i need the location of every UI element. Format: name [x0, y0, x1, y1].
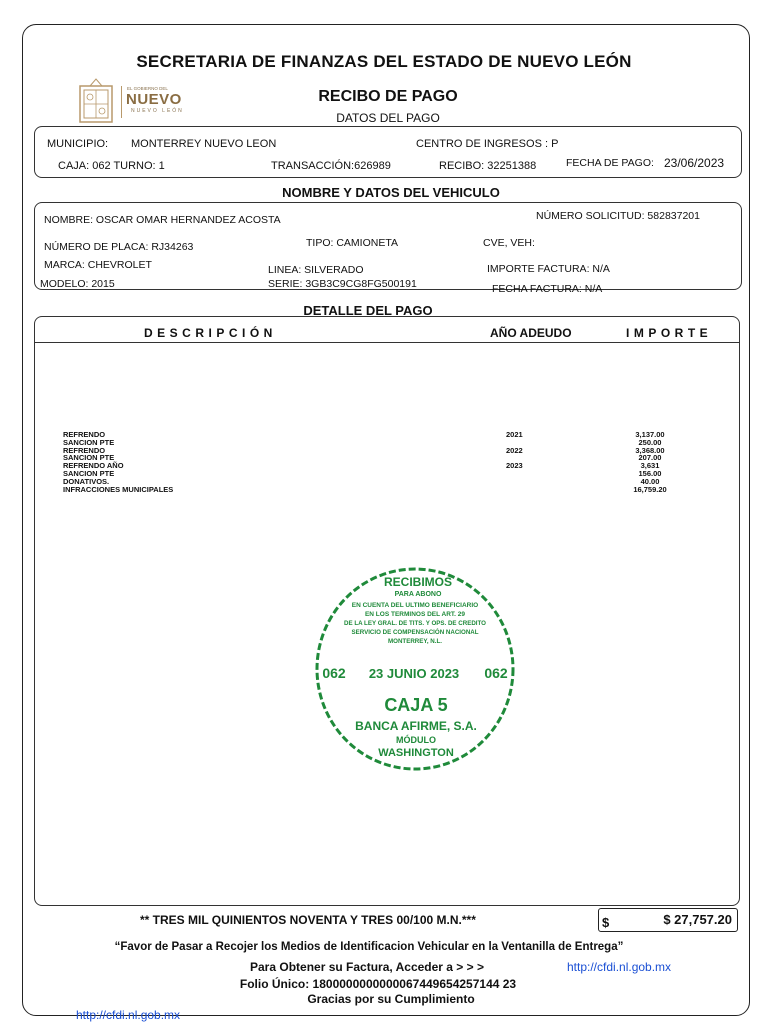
stamp-text: 062 — [322, 665, 346, 681]
stamp-text: CAJA 5 — [384, 695, 448, 715]
stamp-text: PARA ABONO — [394, 591, 442, 598]
vehicle-key: CVE, VEH: — [483, 237, 535, 249]
total-in-words: ** TRES MIL QUINIENTOS NOVENTA Y TRES 00/100 M.N.*** — [140, 913, 476, 927]
payment-section-title: DATOS DEL PAGO — [336, 111, 440, 125]
detail-years — [506, 431, 523, 470]
solicitud-number: NÚMERO SOLICITUD: 582837201 — [536, 210, 700, 222]
receipt-title: RECIBO DE PAGO — [318, 88, 458, 105]
row-year: 2021 — [506, 430, 523, 439]
row-amount: 40.00 — [640, 476, 660, 486]
stamp-text: SERVICIO DE COMPENSACIÓN NACIONAL — [351, 629, 479, 636]
folio-unico: Folio Único: 1800000000000067449654257144 23 — [239, 977, 517, 991]
stamp-text: MÓDULO — [396, 735, 436, 745]
municipio-value: MONTERREY NUEVO LEON — [131, 138, 277, 150]
row-desc: SANCION PTE — [63, 437, 115, 447]
invoice-date: FECHA FACTURA: N/A — [492, 283, 603, 295]
row-desc: REFRENDO AÑO — [63, 461, 124, 471]
row-desc: DONATIVOS. — [63, 476, 110, 486]
detail-section-title: DETALLE DEL PAGO — [303, 303, 433, 318]
row-desc: REFRENDO — [63, 445, 106, 455]
logo-main-text: NUEVO — [126, 91, 182, 108]
invoice-instructions: Para Obtener su Factura, Acceder a > > > — [250, 960, 484, 974]
stamp-text: BANCA AFIRME, S.A. — [355, 719, 477, 733]
vehicle-serial: SERIE: 3GB3C9CG8FG500191 — [268, 278, 417, 290]
col-year: AÑO ADEUDO — [490, 326, 572, 340]
plate-number: NÚMERO DE PLACA: RJ34263 — [44, 241, 194, 253]
col-description: DESCRIPCIÓN — [144, 326, 277, 340]
bottom-link[interactable]: http://cfdi.nl.gob.mx — [76, 1008, 181, 1022]
row-desc: SANCION PTE — [63, 453, 115, 463]
logo-sub-text: NUEVO LEÓN — [131, 108, 184, 114]
row-amount: 3,137.00 — [635, 430, 665, 439]
stamp-text: EN LOS TERMINOS DEL ART. 29 — [364, 611, 466, 618]
detail-rows — [63, 431, 173, 493]
row-desc: INFRACCIONES MUNICIPALES — [63, 484, 174, 494]
stamp-text: 23 JUNIO 2023 — [368, 666, 460, 681]
vehicle-type: TIPO: CAMIONETA — [306, 237, 398, 249]
row-amount: 207.00 — [638, 453, 662, 463]
caja-turno: CAJA: 062 TURNO: 1 — [58, 160, 165, 172]
vehicle-section-title: NOMBRE Y DATOS DEL VEHICULO — [282, 185, 500, 200]
stamp-text: DE LA LEY GRAL. DE TITS. Y OPS. DE CREDITO — [344, 620, 486, 627]
row-desc: REFRENDO — [63, 430, 106, 439]
detail-amounts — [620, 431, 680, 493]
owner-name: NOMBRE: OSCAR OMAR HERNANDEZ ACOSTA — [44, 214, 281, 226]
stamp-text: EN CUENTA DEL ULTIMO BENEFICIARIO — [351, 602, 479, 609]
vehicle-model: MODELO: 2015 — [40, 278, 115, 290]
pickup-notice: “Favor de Pasar a Recojer los Medios de Identificacion Vehicular en la Ventanilla de Entrega” — [114, 941, 624, 953]
row-amount: 156.00 — [638, 468, 662, 478]
vehicle-line: LINEA: SILVERADO — [268, 264, 364, 276]
stamp-text: RECIBIMOS — [383, 575, 453, 589]
invoice-amount: IMPORTE FACTURA: N/A — [487, 263, 610, 275]
row-year: 2022 — [506, 445, 523, 455]
fecha-pago-value: 23/06/2023 — [664, 156, 725, 170]
stamp-text: MONTERREY, N.L. — [388, 638, 442, 645]
row-year: 2023 — [506, 461, 523, 471]
thanks-message: Gracias por su Cumplimiento — [307, 992, 475, 1006]
detail-header-divider — [35, 342, 739, 343]
row-amount: 16,759.20 — [633, 484, 667, 494]
row-desc: SANCION PTE — [63, 468, 115, 478]
logo-small-text: EL GOBIERNO DEL — [127, 86, 168, 91]
col-amount: IMPORTE — [626, 326, 713, 340]
vehicle-brand: MARCA: CHEVROLET — [44, 259, 152, 271]
bank-stamp — [312, 566, 518, 772]
fecha-pago-label: FECHA DE PAGO: — [566, 157, 654, 169]
stamp-text: WASHINGTON — [378, 747, 454, 759]
municipio-label: MUNICIPIO: — [47, 138, 109, 150]
currency-symbol: $ — [602, 915, 610, 930]
total-amount: $ 27,757.20 — [663, 912, 732, 927]
row-amount: 250.00 — [638, 437, 662, 447]
transaccion: TRANSACCIÓN:626989 — [271, 160, 391, 172]
stamp-text: 062 — [484, 665, 508, 681]
recibo-number: RECIBO: 32251388 — [439, 160, 537, 172]
centro-ingresos: CENTRO DE INGRESOS : P — [416, 138, 559, 150]
row-amount: 3,631 — [640, 461, 660, 471]
invoice-link[interactable]: http://cfdi.nl.gob.mx — [567, 960, 672, 974]
page-title: SECRETARIA DE FINANZAS DEL ESTADO DE NUEVO LEÓN — [136, 52, 632, 71]
row-amount: 3,368.00 — [635, 445, 665, 455]
